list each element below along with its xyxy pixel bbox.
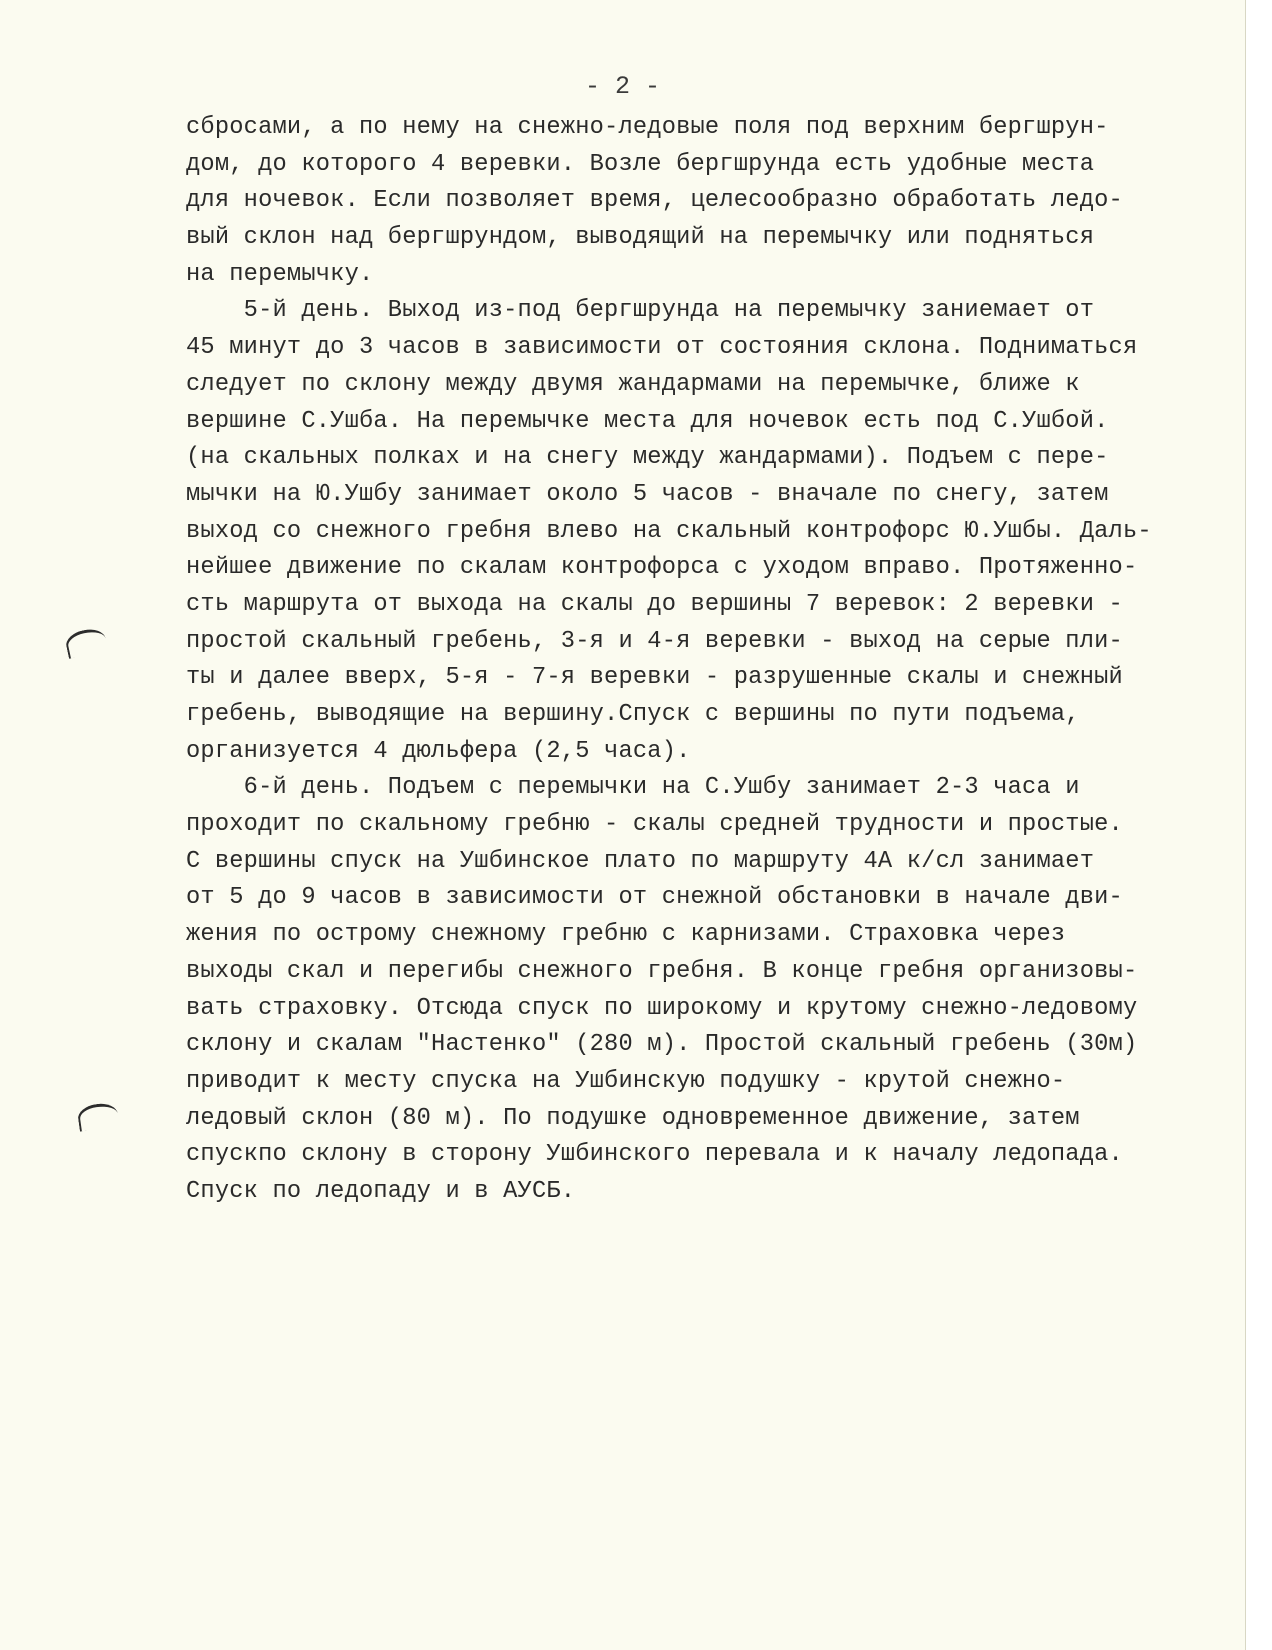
body-text bbox=[186, 110, 1216, 1211]
text-line: вать страховку. Отсюда спуск по широкому и крутому снежно-ледовому bbox=[186, 994, 1138, 1022]
text-line: приводит к месту спуска на Ушбинскую подушку - крутой снежно- bbox=[186, 1067, 1066, 1095]
punch-hole-mark bbox=[76, 1101, 119, 1131]
text-line: проходит по скальному гребню - скалы средней трудности и простые. bbox=[186, 811, 1123, 839]
text-line: вершине С.Ушба. На перемычке места для ночевок есть под С.Ушбой. bbox=[186, 407, 1109, 435]
text-line: от 5 до 9 часов в зависимости от снежной обстановки в начале дви- bbox=[186, 884, 1123, 912]
text-line: 5-й день. Выход из-под бергшрунда на перемычку заниемает от bbox=[186, 297, 1095, 325]
text-line: следует по склону между двумя жандармами на перемычке, ближе к bbox=[186, 370, 1080, 398]
text-line: мычки на Ю.Ушбу занимает около 5 часов - вначале по снегу, затем bbox=[186, 480, 1109, 508]
punch-hole-mark bbox=[64, 626, 108, 659]
text-line: простой скальный гребень, 3-я и 4-я веревки - выход на серые пли- bbox=[186, 627, 1123, 655]
text-line: 6-й день. Подъем с перемычки на С.Ушбу занимает 2-3 часа и bbox=[186, 774, 1080, 802]
text-line: 45 минут до 3 часов в зависимости от состояния склона. Подниматься bbox=[186, 334, 1138, 362]
text-line: (на скальных полках и на снегу между жандармами). Подъем с пере- bbox=[186, 444, 1109, 472]
text-line: для ночевок. Если позволяет время, целесообразно обработать ледо- bbox=[186, 187, 1123, 215]
text-line: выход со снежного гребня влево на скальный контрофорс Ю.Ушбы. Даль- bbox=[186, 517, 1152, 545]
text-line: ты и далее вверх, 5-я - 7-я веревки - разрушенные скалы и снежный bbox=[186, 664, 1123, 692]
text-line: сть маршрута от выхода на скалы до вершины 7 веревок: 2 веревки - bbox=[186, 590, 1123, 618]
text-line: гребень, выводящие на вершину.Спуск с вершины по пути подъема, bbox=[186, 701, 1080, 728]
text-line: выходы скал и перегибы снежного гребня. В конце гребня организовы- bbox=[186, 957, 1138, 985]
text-line: С вершины спуск на Ушбинское плато по маршруту 4А к/сл занимает bbox=[186, 847, 1095, 875]
text-line: ледовый склон (80 м). По подушке одновременное движение, затем bbox=[186, 1104, 1080, 1132]
text-line: склону и скалам "Настенко" (280 м). Простой скальный гребень (30м) bbox=[186, 1031, 1138, 1059]
text-line: сбросами, а по нему на снежно-ледовые поля под верхним бергшрун- bbox=[186, 114, 1109, 141]
page-number: - 2 - bbox=[584, 72, 660, 101]
text-line: спускпо склону в сторону Ушбинского перевала и к началу ледопада. bbox=[186, 1141, 1123, 1169]
page-edge bbox=[1245, 0, 1272, 1650]
text-line: нейшее движение по скалам контрофорса с уходом вправо. Протяженно- bbox=[186, 554, 1138, 582]
text-line: Спуск по ледопаду и в АУСБ. bbox=[186, 1177, 576, 1205]
text-line: жения по острому снежному гребню с карнизами. Страховка через bbox=[186, 921, 1066, 949]
text-line: дом, до которого 4 веревки. Возле бергшрунда есть удобные места bbox=[186, 150, 1095, 178]
text-line: вый склон над бергшрундом, выводящий на перемычку или подняться bbox=[186, 224, 1095, 252]
text-line: организуется 4 дюльфера (2,5 часа). bbox=[186, 737, 691, 765]
text-line: на перемычку. bbox=[186, 260, 374, 288]
